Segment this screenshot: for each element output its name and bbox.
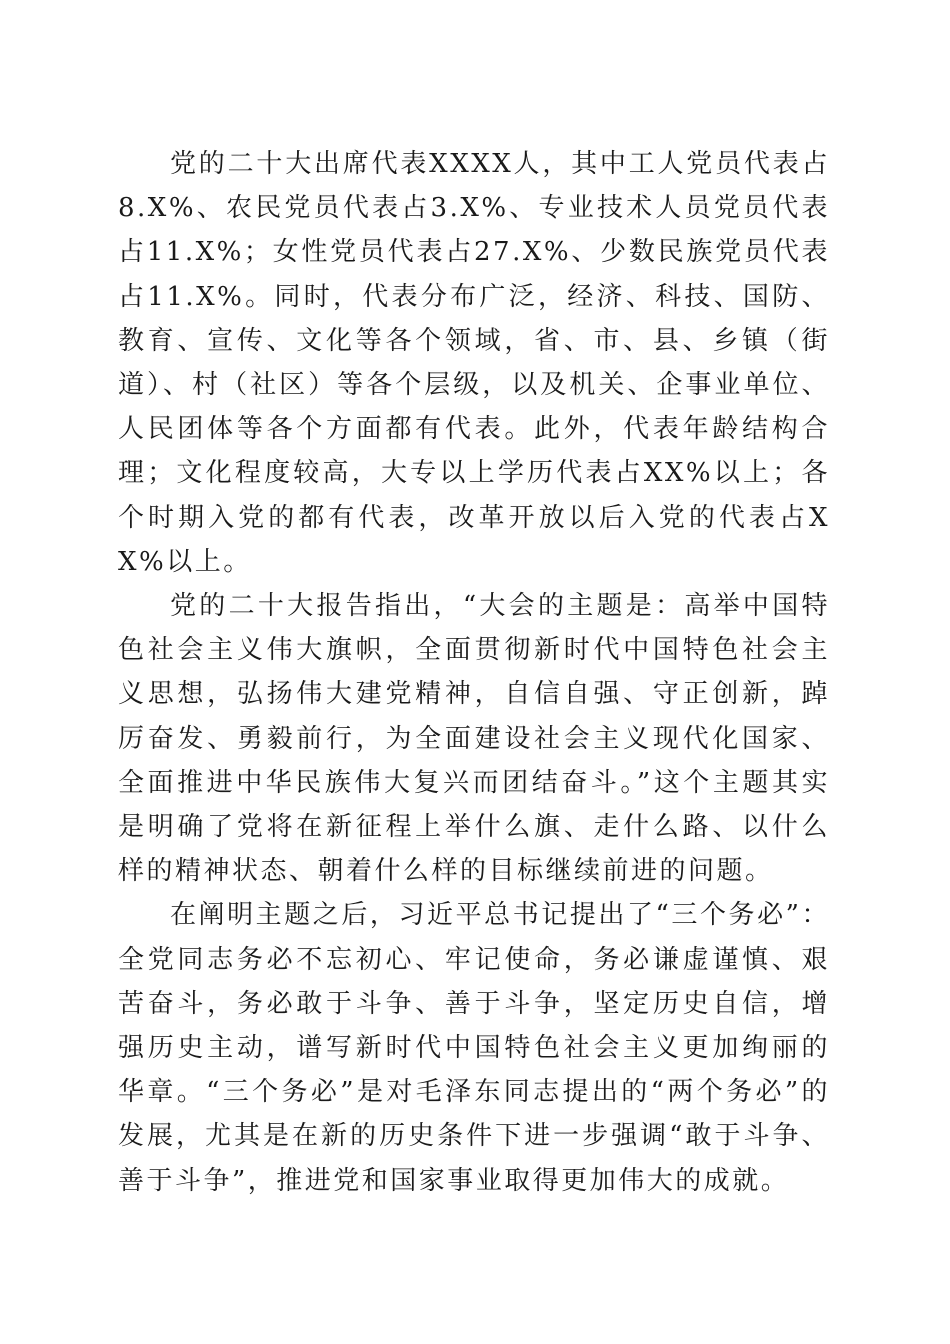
paragraph-three-musts: 在阐明主题之后，习近平总书记提出了“三个务必”：全党同志务必不忘初心、牢记使命，务必谦虚谨慎、艰苦奋斗，务必敢于斗争、善于斗争，坚定历史自信，增强历史主动，谱写新时代中国特色社会主义更加绚丽的华章。“三个务必”是对毛泽东同志提出的“两个务必”的发展，尤其是在新的历史条件下进一步强调“敢于斗争、善于斗争”，推进党和国家事业取得更加伟大的成就。 xyxy=(118,900,830,1196)
document-body xyxy=(118,142,830,1203)
paragraph-theme: 党的二十大报告指出，“大会的主题是：高举中国特色社会主义伟大旗帜，全面贯彻新时代中国特色社会主义思想，弘扬伟大建党精神，自信自强、守正创新，踔厉奋发、勇毅前行，为全面建设社会主义现代化国家、全面推进中华民族伟大复兴而团结奋斗。”这个主题其实是明确了党将在新征程上举什么旗、走什么路、以什么样的精神状态、朝着什么样的目标继续前进的问题。 xyxy=(118,591,830,887)
paragraph-delegates: 党的二十大出席代表XXXX人，其中工人党员代表占8.X%、农民党员代表占3.X%、专业技术人员党员代表占11.X%；女性党员代表占27.X%、少数民族党员代表占11.X%。同时，代表分布广泛，经济、科技、国防、教育、宣传、文化等各个领域，省、市、县、乡镇（街道）、村（社区）等各个层级，以及机关、企事业单位、人民团体等各个方面都有代表。此外，代表年龄结构合理；文化程度较高，大专以上学历代表占XX%以上；各个时期入党的都有代表，改革开放以后入党的代表占XX%以上。 xyxy=(118,149,830,577)
